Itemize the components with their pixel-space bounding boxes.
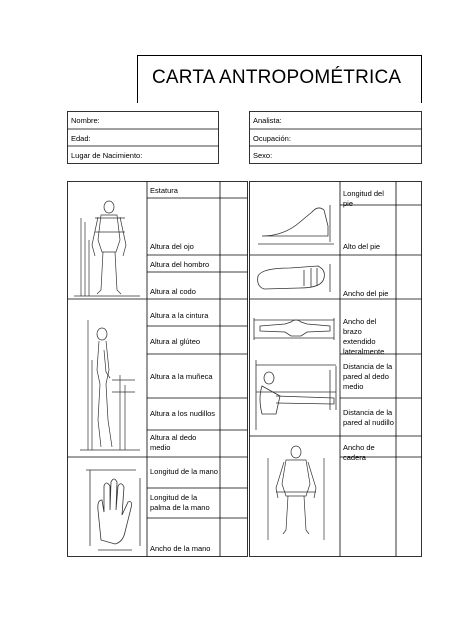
measure-altura-muneca: Altura a la muñeca — [150, 372, 213, 381]
ocupacion-label: Ocupación: — [253, 134, 291, 143]
foot-top-illustration — [258, 264, 330, 292]
wall-reach-illustration — [256, 360, 336, 430]
arms-extended-illustration — [254, 318, 334, 340]
measure-altura-nudillos: Altura a los nudillos — [150, 409, 216, 418]
sexo-label: Sexo: — [253, 151, 273, 160]
hip-width-figure-illustration — [268, 446, 324, 540]
measure-altura-dedo-medio: Altura al dedo medio — [150, 433, 197, 452]
edad-label: Edad: — [71, 134, 91, 143]
measure-ancho-mano: Ancho de la mano — [150, 544, 211, 553]
measure-longitud-mano: Longitud de la mano — [150, 467, 218, 476]
analista-label: Analista: — [253, 116, 282, 125]
measure-altura-hombro: Altura del hombro — [150, 260, 210, 269]
standing-figure-front-illustration — [74, 201, 140, 296]
measure-longitud-pie: Longitud del pie — [343, 189, 384, 208]
measure-altura-ojo: Altura del ojo — [150, 242, 194, 251]
measure-distancia-pared-dedo: Distancia de la pared al dedo medio — [343, 362, 393, 391]
measure-longitud-palma: Longitud de la palma de la mano — [150, 493, 210, 512]
measure-altura-codo: Altura al codo — [150, 287, 196, 296]
lugar-nacimiento-label: Lugar de Nacimiento: — [71, 151, 143, 160]
hand-illustration — [86, 470, 140, 550]
measure-ancho-brazo-extendido: Ancho del brazo extendido lateralmente — [343, 317, 385, 356]
measure-distancia-pared-nudillo: Distancia de la pared al nudillo — [343, 408, 394, 427]
measure-alto-pie: Alto del pie — [343, 242, 381, 251]
measure-ancho-cadera: Ancho de cadera — [343, 443, 375, 462]
measure-altura-gluteo: Altura al glúteo — [150, 337, 201, 346]
measure-altura-cintura: Altura a la cintura — [150, 311, 209, 320]
measure-estatura: Estatura — [150, 186, 178, 195]
nombre-label: Nombre: — [71, 116, 100, 125]
foot-side-illustration — [258, 205, 334, 244]
standing-figure-side-illustration — [80, 320, 140, 450]
page-title: CARTA ANTROPOMÉTRICA — [152, 67, 402, 88]
measure-ancho-pie: Ancho del pie — [343, 289, 389, 298]
